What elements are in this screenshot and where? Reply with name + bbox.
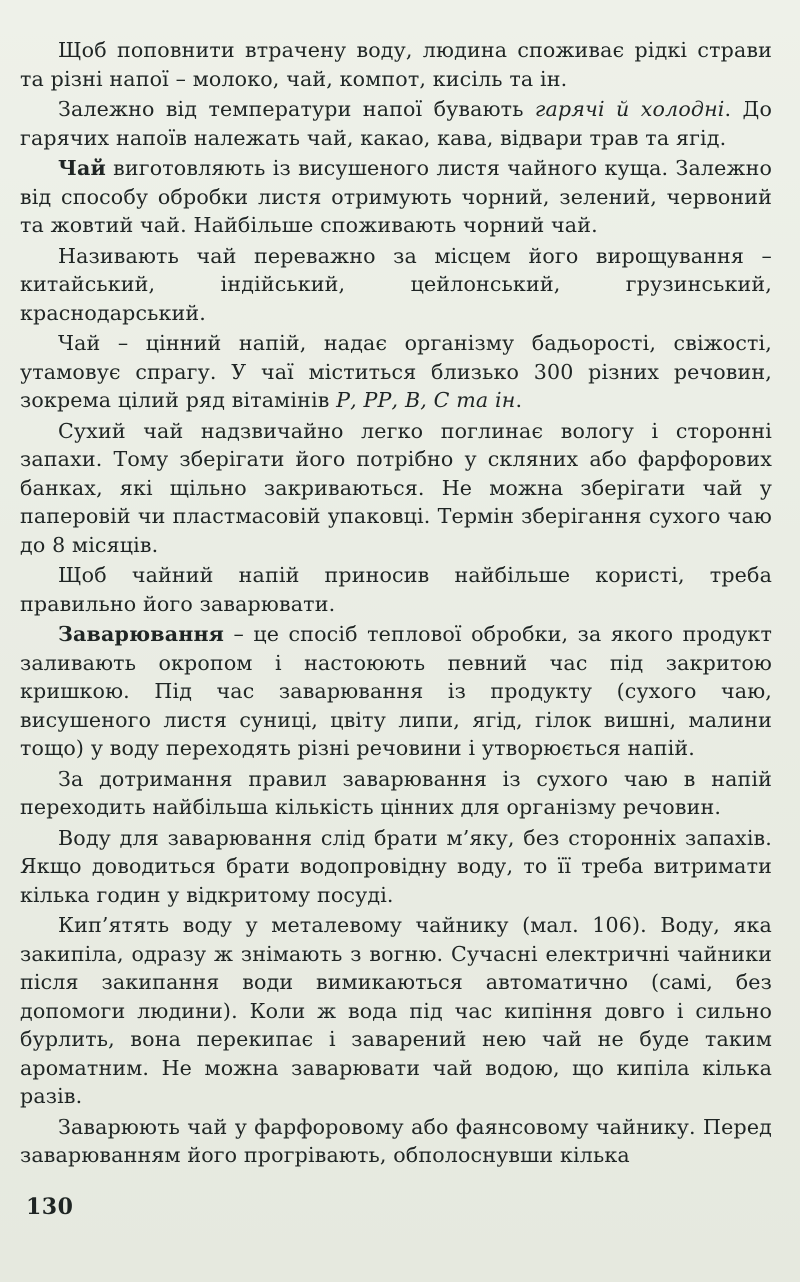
paragraph-brewing-intro xyxy=(20,561,772,618)
paragraph-storage xyxy=(20,417,772,560)
page-number: 130 xyxy=(26,1194,74,1220)
paragraph-text: Залежно від температури напої бувають xyxy=(58,97,535,121)
paragraph-text: За дотримання правил заварювання із сухого чаю в напій переходить найбільша кількість цінних для організму речовин. xyxy=(20,766,772,819)
paragraph-tea-benefits xyxy=(20,329,772,415)
body-text xyxy=(20,36,772,1172)
paragraph-temperature xyxy=(20,95,772,152)
paragraph-water xyxy=(20,824,772,910)
paragraph-teapot xyxy=(20,1113,772,1170)
paragraph-text: . До гарячих напоїв належать чай, какао, кава, відвари трав та ягід. xyxy=(20,97,772,150)
paragraph-text: Воду для заварювання слід брати м’яку, без сторонніх запахів. Якщо доводиться брати водопровідну воду, то її треба витримати кілька годин у відкритому посуді. xyxy=(20,825,772,907)
paragraph-text: Щоб чайний напій приносив найбільше користі, треба правильно його заварювати. xyxy=(20,563,772,616)
paragraph-brewing-rules xyxy=(20,765,772,822)
italic-phrase: гарячі й холодні xyxy=(534,97,725,121)
paragraph-text: – це спосіб теплової обробки, за якого продукт заливають окропом і настоюють певний час під закритою кришкою. Під час заварювання із продукту (сухого чаю, висушеного листя суниці, цвіту липи, ягід, гілок вишні, малини тощо) у воду переходять різні речовини і утворюється напій. xyxy=(20,622,772,760)
paragraph-text: Чай – цінний напій, надає організму бадьорості, свіжості, утамовує спрагу. У чаї міститься близько 300 різних речовин, зокрема цілий ряд вітамінів xyxy=(20,331,772,412)
paragraph-text: Сухий чай надзвичайно легко поглинає вологу і сторонні запахи. Тому зберігати його потрібно у скляних або фарфорових банках, які щільно закриваються. Не можна зберігати чай у паперовій чи пластмасовій упаковці. Термін зберігання сухого чаю до 8 місяців. xyxy=(20,418,772,557)
paragraph-text: Заварюють чай у фарфоровому або фаянсовому чайнику. Перед заварюванням його прогрівають, обполоснувши кілька xyxy=(20,1114,772,1167)
paragraph-text: виготовляють із висушеного листя чайного куща. Залежно від способу обробки листя отримують чорний, зелений, червоний та жовтий чай. Найбільше споживають чорний чай. xyxy=(20,156,772,237)
paragraph-tea-definition xyxy=(20,154,772,240)
paragraph-intro xyxy=(20,36,772,93)
paragraph-brewing-definition xyxy=(20,620,772,763)
paragraph-text: Щоб поповнити втрачену воду, людина споживає рідкі страви та різні напої – молоко, чай, компот, кисіль та ін. xyxy=(20,38,772,91)
paragraph-boiling xyxy=(20,911,772,1111)
paragraph-text: Кип’ятять воду у металевому чайнику (мал. 106). Воду, яка закипіла, одразу ж знімають з вогню. Сучасні електричні чайники після закипання води вимикаються автоматично (самі, без допомоги людини). Коли ж вода під час кипіння довго і сильно бурлить, вона перекипає і заварений нею чай не буде таким ароматним. Не можна заварювати чай водою, що кипіла кілька разів. xyxy=(20,913,772,1108)
paragraph-text: Називають чай переважно за місцем його вирощування – китайський, індійський, цейлонський, грузинський, краснодарський. xyxy=(20,243,772,325)
bold-term: Заварювання xyxy=(58,622,225,646)
paragraph-tea-names xyxy=(20,242,772,328)
bold-term: Чай xyxy=(58,156,106,180)
italic-phrase: Р, РР, В, С та ін xyxy=(336,388,516,412)
paragraph-text: . xyxy=(515,388,523,412)
